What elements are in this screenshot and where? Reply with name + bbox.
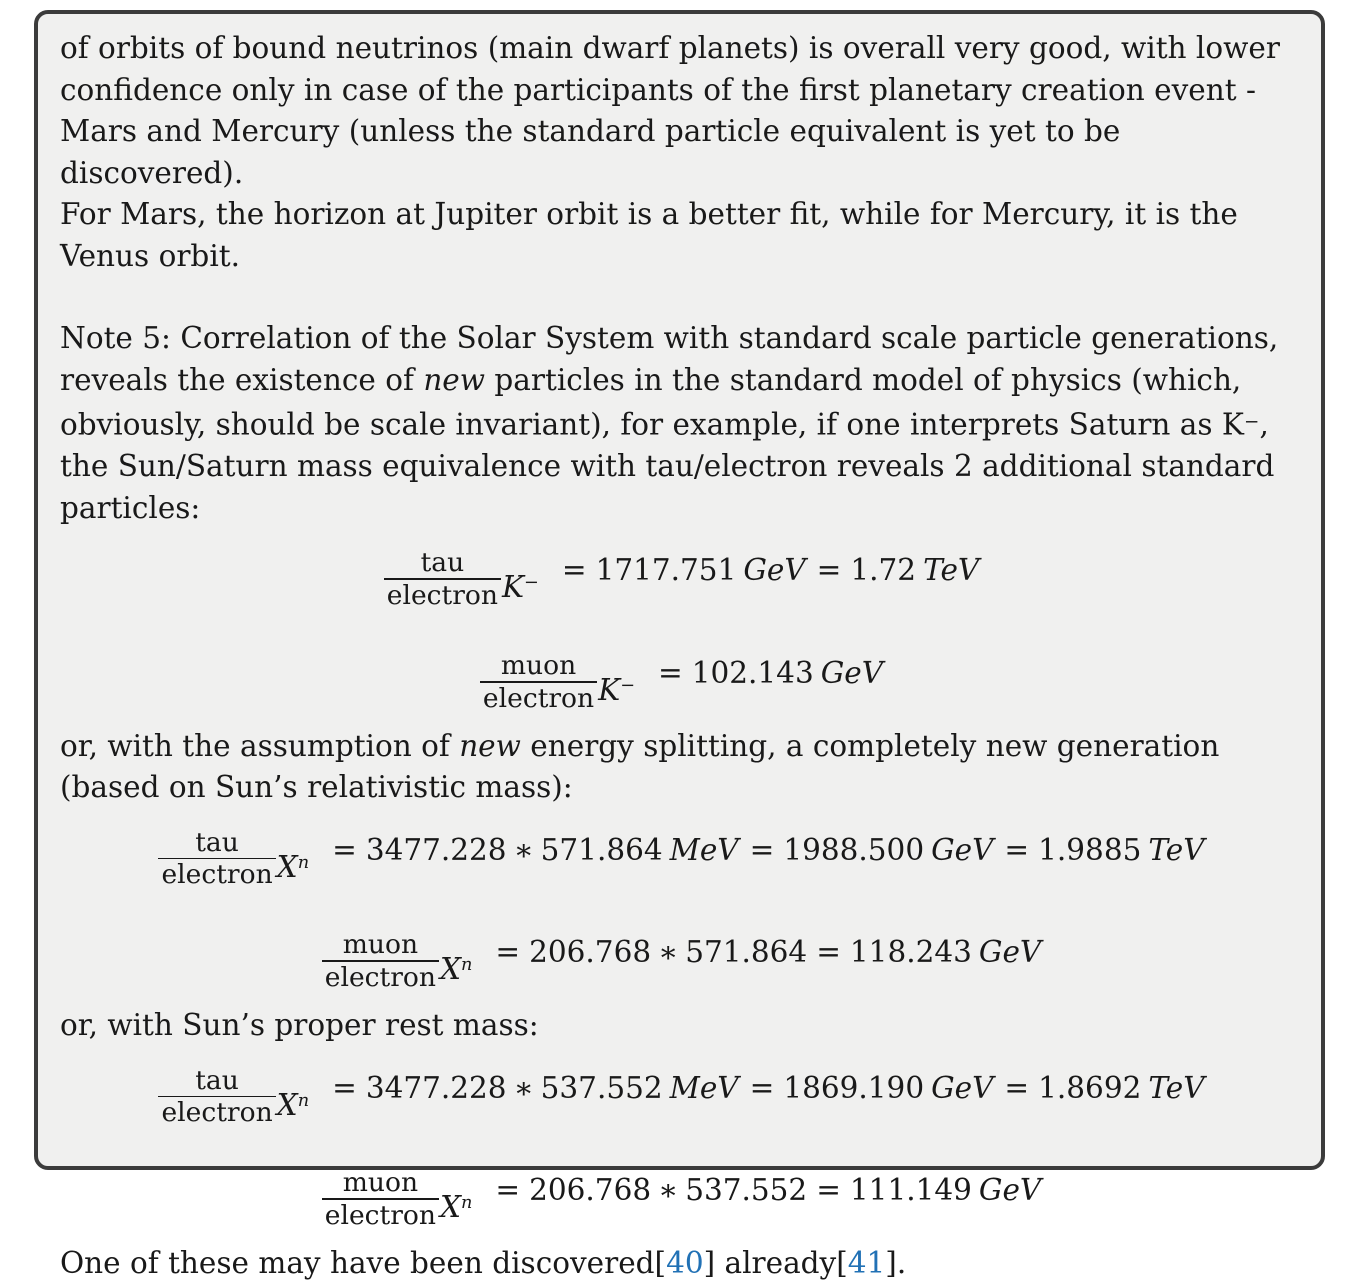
eq1-fraction bbox=[384, 549, 501, 609]
equation-spacer-top-3 bbox=[60, 809, 1305, 827]
document-page-frame bbox=[34, 10, 1325, 1280]
equation-eq3 bbox=[60, 827, 1305, 889]
note5-text-b: particles in the standard model of physics (which, obviously, should be scale invariant), for example, if one interprets Saturn as K bbox=[60, 362, 1244, 442]
eq2-fraction bbox=[480, 649, 597, 714]
eq4-op-2: = bbox=[816, 935, 841, 970]
eq4-symbol-superscript: n bbox=[461, 955, 473, 976]
eq3-op-2: = bbox=[749, 832, 775, 867]
eq3-asterisk-1: ∗ bbox=[513, 832, 534, 867]
mid-emphasis-new: new bbox=[459, 728, 521, 763]
equation-spacer-bottom-2 bbox=[60, 712, 1305, 726]
eq6-rhs bbox=[486, 1173, 1043, 1208]
eq6-symbol-superscript: n bbox=[461, 1193, 473, 1214]
eq3-symbol-letter: X bbox=[276, 849, 298, 884]
eq3-op-1: = bbox=[332, 832, 357, 867]
eq2-op-1: = bbox=[658, 655, 683, 690]
eq3-value-1b: 571.864 bbox=[540, 832, 663, 867]
eq6-unit-2: GeV bbox=[978, 1173, 1042, 1208]
eq3-rhs bbox=[323, 832, 1206, 867]
eq2-numerator: muon bbox=[500, 649, 577, 681]
eq2-symbol-superscript: − bbox=[620, 676, 636, 697]
eq2-symbol bbox=[598, 673, 636, 707]
eq2-unit-1: GeV bbox=[820, 655, 884, 690]
eq1-rhs bbox=[553, 553, 981, 588]
eq3-lhs bbox=[158, 826, 310, 891]
document-content bbox=[60, 28, 1305, 1284]
equation-eq4 bbox=[60, 929, 1305, 991]
eq3-value-3: 1.9885 bbox=[1038, 832, 1142, 867]
eq6-fraction bbox=[322, 1169, 439, 1229]
eq4-denominator: electron bbox=[324, 961, 436, 993]
eq6-denominator: electron bbox=[324, 1199, 436, 1231]
final-text-c: . bbox=[896, 1245, 907, 1280]
eq5-unit-1: MeV bbox=[669, 1070, 739, 1105]
eq2-value-1: 102.143 bbox=[691, 655, 814, 690]
eq1-symbol-letter: K bbox=[501, 570, 525, 605]
eq5-denominator: electron bbox=[161, 1097, 273, 1129]
eq2-symbol-letter: K bbox=[598, 673, 621, 707]
eq3-symbol-superscript: n bbox=[297, 852, 310, 873]
equation-spacer-top-5 bbox=[60, 1047, 1305, 1065]
bracket-open-2: [ bbox=[836, 1245, 848, 1280]
eq4-unit-2: GeV bbox=[978, 935, 1042, 970]
eq1-value-1: 1717.751 bbox=[595, 553, 737, 588]
eq4-value-2: 118.243 bbox=[849, 935, 972, 970]
eq5-symbol-letter: X bbox=[276, 1087, 298, 1122]
eq1-value-2: 1.72 bbox=[850, 553, 917, 588]
equation-spacer-5-6 bbox=[60, 1126, 1305, 1167]
eq5-unit-2: GeV bbox=[931, 1070, 994, 1105]
eq3-unit-2: GeV bbox=[931, 832, 994, 867]
citation-link-40[interactable]: 40 bbox=[666, 1245, 704, 1280]
paragraph-proper-rest-mass bbox=[60, 1005, 1305, 1047]
equation-spacer-top-1 bbox=[60, 529, 1305, 547]
eq3-unit-1: MeV bbox=[669, 832, 739, 867]
minus-sign: − bbox=[1243, 411, 1260, 432]
eq6-symbol bbox=[439, 1190, 473, 1225]
eq1-op-2: = bbox=[816, 553, 842, 588]
eq6-numerator: muon bbox=[342, 1167, 419, 1199]
equation-eq1 bbox=[60, 547, 1305, 609]
eq3-denominator: electron bbox=[161, 859, 273, 891]
paragraph-orbits-bound-neutrinos bbox=[60, 28, 1305, 194]
mid-text-a: or, with the assumption of bbox=[60, 728, 460, 763]
eq5-asterisk-1: ∗ bbox=[513, 1070, 534, 1105]
paragraph-discovered-citations bbox=[60, 1243, 1305, 1284]
eq4-fraction bbox=[322, 931, 439, 991]
eq6-symbol-letter: X bbox=[439, 1190, 461, 1225]
eq5-lhs bbox=[158, 1064, 310, 1129]
eq1-denominator: electron bbox=[386, 579, 498, 611]
equation-spacer-1-2 bbox=[60, 609, 1305, 650]
eq5-op-1: = bbox=[332, 1070, 357, 1105]
eq6-asterisk-1: ∗ bbox=[658, 1173, 679, 1208]
eq2-lhs bbox=[480, 649, 636, 714]
paragraph-note5 bbox=[60, 318, 1305, 529]
eq5-value-3: 1.8692 bbox=[1038, 1070, 1142, 1105]
bracket-close-1: ] bbox=[703, 1245, 716, 1280]
eq3-unit-3: TeV bbox=[1148, 832, 1205, 867]
eq1-op-1: = bbox=[561, 553, 587, 588]
kaon-minus-superscript bbox=[1244, 408, 1260, 442]
eq4-asterisk-1: ∗ bbox=[658, 935, 679, 970]
note5-text-c: , the Sun/Saturn mass equivalence with tau/electron reveals 2 additional standard particles: bbox=[60, 407, 1275, 525]
eq4-value-1b: 571.864 bbox=[685, 935, 808, 970]
final-text-a: One of these may have been discovered bbox=[60, 1245, 655, 1280]
eq5-rhs bbox=[323, 1070, 1206, 1105]
eq3-fraction bbox=[158, 826, 275, 891]
equation-spacer-bottom-6 bbox=[60, 1229, 1305, 1243]
eq4-value-1: 206.768 bbox=[529, 935, 652, 970]
eq3-op-3: = bbox=[1004, 832, 1030, 867]
final-text-b: already bbox=[715, 1245, 837, 1280]
equation-spacer-bottom-4 bbox=[60, 991, 1305, 1005]
eq5-value-1: 3477.228 bbox=[365, 1070, 507, 1105]
eq6-value-2: 111.149 bbox=[849, 1173, 972, 1208]
eq4-op-1: = bbox=[495, 935, 521, 970]
eq4-lhs bbox=[322, 931, 473, 991]
eq1-unit-1: GeV bbox=[743, 553, 806, 588]
equation-spacer-3-4 bbox=[60, 888, 1305, 929]
citation-link-41[interactable]: 41 bbox=[847, 1245, 886, 1280]
eq6-op-1: = bbox=[495, 1173, 521, 1208]
mid-text-b: energy splitting, a completely new generation (based on Sun’s relativistic mass): bbox=[60, 728, 1220, 805]
eq4-rhs bbox=[486, 935, 1043, 970]
eq4-numerator: muon bbox=[342, 929, 419, 961]
equation-eq2 bbox=[60, 650, 1305, 712]
paragraph-spacer bbox=[60, 277, 1305, 318]
equation-eq5 bbox=[60, 1065, 1305, 1127]
eq5-op-3: = bbox=[1004, 1070, 1030, 1105]
eq4-symbol bbox=[439, 952, 473, 987]
bracket-close-2: ] bbox=[885, 1245, 897, 1280]
eq6-op-2: = bbox=[816, 1173, 841, 1208]
eq3-value-2: 1988.500 bbox=[783, 832, 925, 867]
note5-text-a: Note 5: Correlation of the Solar System with standard scale particle generations, reveals the existence of bbox=[60, 321, 1279, 397]
eq6-value-1: 206.768 bbox=[529, 1173, 652, 1208]
eq5-numerator: tau bbox=[195, 1064, 239, 1096]
eq2-rhs bbox=[649, 655, 885, 690]
eq3-symbol bbox=[276, 849, 310, 884]
note5-emphasis-new: new bbox=[423, 362, 486, 397]
eq3-value-1: 3477.228 bbox=[365, 832, 507, 867]
eq1-symbol-superscript: − bbox=[524, 573, 539, 594]
equation-eq6 bbox=[60, 1167, 1305, 1229]
paragraph-new-energy-splitting bbox=[60, 726, 1305, 809]
rest-mass-text: or, with Sun’s proper rest mass: bbox=[60, 1008, 539, 1043]
paragraph-mars-text: For Mars, the horizon at Jupiter orbit is a better fit, while for Mercury, it is the Venus orbit. bbox=[60, 197, 1238, 273]
eq2-denominator: electron bbox=[482, 682, 595, 714]
eq5-value-2: 1869.190 bbox=[783, 1070, 925, 1105]
eq5-op-2: = bbox=[749, 1070, 775, 1105]
eq1-numerator: tau bbox=[420, 547, 465, 579]
eq5-unit-3: TeV bbox=[1148, 1070, 1205, 1105]
eq1-unit-2: TeV bbox=[923, 553, 980, 588]
eq6-lhs bbox=[322, 1169, 473, 1229]
eq3-numerator: tau bbox=[195, 826, 239, 858]
eq5-symbol-superscript: n bbox=[297, 1090, 310, 1111]
eq4-symbol-letter: X bbox=[439, 952, 461, 987]
eq1-symbol bbox=[501, 570, 539, 605]
eq1-lhs bbox=[384, 549, 539, 609]
paragraph-mars-horizon bbox=[60, 194, 1305, 277]
bracket-open-1: [ bbox=[654, 1245, 667, 1280]
paragraph-orbits-text: of orbits of bound neutrinos (main dwarf planets) is overall very good, with lower confidence only in case of the participants of the first planetary creation event - Mars and Mercury (unless the standard particle equivalent is yet to be discovered). bbox=[60, 31, 1280, 190]
eq5-value-1b: 537.552 bbox=[540, 1070, 663, 1105]
eq5-symbol bbox=[276, 1087, 310, 1122]
eq5-fraction bbox=[158, 1064, 275, 1129]
eq6-value-1b: 537.552 bbox=[685, 1173, 808, 1208]
